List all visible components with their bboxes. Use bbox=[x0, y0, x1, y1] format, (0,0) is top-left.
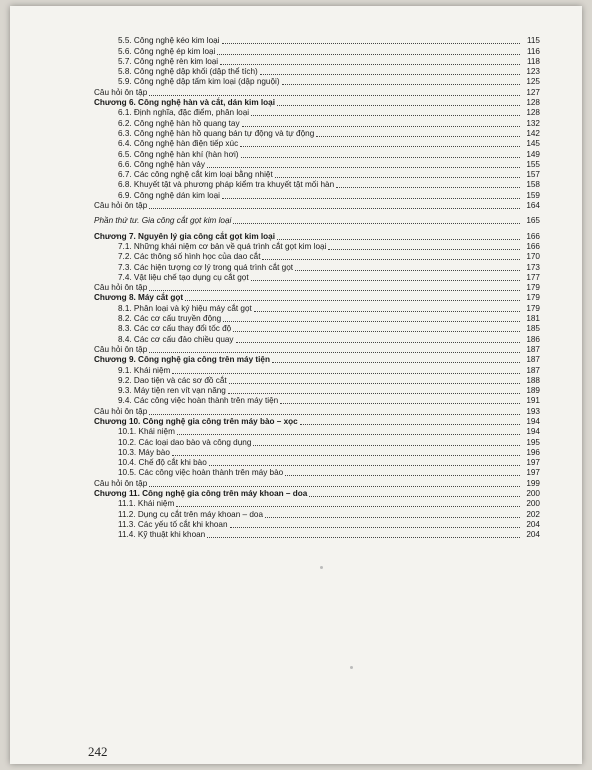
toc-entry-title: Chương 9. Công nghệ gia công trên máy tiện bbox=[94, 355, 270, 365]
toc-entry-title: Chương 11. Công nghệ gia công trên máy khoan – doa bbox=[94, 489, 308, 499]
toc-entry-title: Câu hỏi ôn tập bbox=[94, 283, 148, 293]
dot-leader bbox=[254, 311, 520, 312]
table-of-contents bbox=[94, 36, 540, 540]
toc-entry-page: 196 bbox=[526, 447, 540, 457]
toc-entry-title: 6.6. Công nghệ hàn vảy bbox=[118, 159, 205, 169]
toc-entry bbox=[94, 108, 540, 118]
dot-leader bbox=[217, 54, 520, 55]
toc-entry bbox=[94, 180, 540, 190]
toc-entry-page: 200 bbox=[526, 499, 540, 509]
dot-leader bbox=[300, 424, 520, 425]
toc-entry-page: 202 bbox=[526, 509, 540, 519]
toc-entry-title: Phần thứ tư. Gia công cắt gọt kim loại bbox=[94, 216, 232, 226]
toc-entry-title: Chương 7. Nguyên lý gia công cắt gọt kim loại bbox=[94, 231, 275, 241]
toc-entry bbox=[94, 376, 540, 386]
toc-entry bbox=[94, 149, 540, 159]
toc-entry-page: 158 bbox=[526, 180, 540, 190]
toc-entry-page: 128 bbox=[526, 108, 540, 118]
dot-leader bbox=[277, 105, 520, 106]
dot-leader bbox=[265, 517, 520, 518]
toc-entry-title: 9.2. Dao tiện và các sơ đồ cắt bbox=[118, 375, 227, 385]
toc-entry bbox=[94, 57, 540, 67]
toc-entry bbox=[94, 396, 540, 406]
dot-leader bbox=[228, 393, 520, 394]
toc-entry-title: 10.2. Các loại dao bào và công dụng bbox=[118, 437, 252, 447]
toc-entry-title: 9.1. Khái niệm bbox=[118, 365, 171, 375]
toc-entry-title: 11.1. Khái niệm bbox=[118, 499, 175, 509]
toc-chapter-entry bbox=[94, 231, 540, 241]
dot-leader bbox=[295, 270, 520, 271]
toc-entry-title: 10.5. Các công việc hoàn thành trên máy bào bbox=[118, 468, 284, 478]
dot-leader bbox=[229, 383, 520, 384]
toc-entry bbox=[94, 283, 540, 293]
toc-entry bbox=[94, 314, 540, 324]
dot-leader bbox=[272, 362, 520, 363]
dot-leader bbox=[242, 126, 520, 127]
toc-entry-page: 199 bbox=[526, 478, 540, 488]
toc-entry-page: 186 bbox=[526, 334, 540, 344]
toc-entry bbox=[94, 46, 540, 56]
toc-entry bbox=[94, 252, 540, 262]
toc-entry bbox=[94, 67, 540, 77]
toc-entry-title: 8.3. Các cơ cấu thay đổi tốc độ bbox=[118, 324, 232, 334]
toc-entry-title: 5.9. Công nghệ dập tấm kim loại (dập nguội) bbox=[118, 77, 280, 87]
toc-entry-title: 5.5. Công nghệ kéo kim loại bbox=[118, 36, 220, 46]
toc-entry bbox=[94, 499, 540, 509]
toc-entry bbox=[94, 345, 540, 355]
toc-entry-page: 193 bbox=[526, 406, 540, 416]
toc-entry-page: 118 bbox=[526, 56, 540, 66]
paper-speck bbox=[320, 566, 323, 569]
toc-entry-title: Chương 6. Công nghệ hàn và cắt, dán kim loại bbox=[94, 98, 275, 108]
dot-leader bbox=[260, 74, 520, 75]
toc-entry-page: 157 bbox=[526, 170, 540, 180]
dot-leader bbox=[282, 84, 520, 85]
toc-entry bbox=[94, 262, 540, 272]
toc-entry bbox=[94, 386, 540, 396]
dot-leader bbox=[251, 280, 520, 281]
toc-entry-page: 197 bbox=[526, 468, 540, 478]
dot-leader bbox=[277, 239, 520, 240]
toc-entry-page: 181 bbox=[526, 314, 540, 324]
dot-leader bbox=[316, 136, 520, 137]
toc-entry-page: 179 bbox=[526, 293, 540, 303]
toc-entry-title: Câu hỏi ôn tập bbox=[94, 344, 148, 354]
toc-entry-title: 10.4. Chế độ cắt khi bào bbox=[118, 458, 207, 468]
toc-entry bbox=[94, 324, 540, 334]
toc-entry bbox=[94, 334, 540, 344]
toc-entry bbox=[94, 468, 540, 478]
toc-entry bbox=[94, 160, 540, 170]
toc-entry-title: 11.3. Các yếu tố cắt khi khoan bbox=[118, 519, 228, 529]
toc-entry-page: 142 bbox=[526, 128, 540, 138]
toc-entry-title: 8.1. Phân loại và ký hiệu máy cắt gọt bbox=[118, 303, 252, 313]
dot-leader bbox=[240, 146, 520, 147]
toc-entry-title: 9.4. Các công việc hoàn thành trên máy tiện bbox=[118, 396, 279, 406]
dot-leader bbox=[230, 527, 520, 528]
toc-entry-page: 123 bbox=[526, 67, 540, 77]
toc-entry bbox=[94, 129, 540, 139]
toc-entry-page: 145 bbox=[526, 139, 540, 149]
toc-chapter-entry bbox=[94, 293, 540, 303]
dot-leader bbox=[177, 434, 520, 435]
toc-entry-title: 9.3. Máy tiện ren vít vạn năng bbox=[118, 386, 226, 396]
toc-entry-title: Câu hỏi ôn tập bbox=[94, 406, 148, 416]
dot-leader bbox=[207, 537, 520, 538]
toc-entry-title: 11.4. Kỹ thuật khi khoan bbox=[118, 530, 206, 540]
toc-entry-title: Chương 10. Công nghệ gia công trên máy bào – xọc bbox=[94, 416, 298, 426]
toc-entry bbox=[94, 190, 540, 200]
page-number: 242 bbox=[88, 744, 108, 759]
toc-entry-title: 10.3. Máy bào bbox=[118, 447, 170, 457]
toc-chapter-entry bbox=[94, 489, 540, 499]
toc-chapter-entry bbox=[94, 355, 540, 365]
toc-entry-page: 115 bbox=[526, 36, 540, 46]
toc-entry-page: 189 bbox=[526, 386, 540, 396]
toc-entry-page: 132 bbox=[526, 118, 540, 128]
toc-entry-page: 177 bbox=[526, 272, 540, 282]
toc-entry-page: 179 bbox=[526, 283, 540, 293]
toc-entry bbox=[94, 87, 540, 97]
toc-entry-title: 6.2. Công nghệ hàn hồ quang tay bbox=[118, 118, 240, 128]
toc-entry-title: 8.2. Các cơ cấu truyền động bbox=[118, 314, 222, 324]
toc-entry-page: 127 bbox=[526, 87, 540, 97]
dot-leader bbox=[236, 342, 520, 343]
toc-entry-page: 125 bbox=[526, 77, 540, 87]
dot-leader bbox=[222, 43, 521, 44]
toc-entry-page: 187 bbox=[526, 365, 540, 375]
dot-leader bbox=[253, 445, 520, 446]
toc-entry-title: 6.7. Các công nghệ cắt kim loại bằng nhiệt bbox=[118, 170, 273, 180]
toc-entry-title: 7.2. Các thông số hình học của dao cắt bbox=[118, 252, 261, 262]
toc-entry-page: 164 bbox=[526, 201, 540, 211]
dot-leader bbox=[149, 414, 520, 415]
dot-leader bbox=[251, 115, 520, 116]
toc-entry bbox=[94, 77, 540, 87]
toc-entry-title: 6.5. Công nghệ hàn khí (hàn hơi) bbox=[118, 149, 239, 159]
toc-entry-page: 159 bbox=[526, 190, 540, 200]
toc-entry-page: 165 bbox=[526, 216, 540, 226]
dot-leader bbox=[309, 496, 520, 497]
toc-part-entry bbox=[94, 216, 540, 226]
toc-entry-title: Câu hỏi ôn tập bbox=[94, 478, 148, 488]
toc-chapter-entry bbox=[94, 417, 540, 427]
toc-entry bbox=[94, 139, 540, 149]
toc-entry-page: 195 bbox=[526, 437, 540, 447]
dot-leader bbox=[222, 198, 520, 199]
toc-entry-page: 155 bbox=[526, 159, 540, 169]
toc-entry-page: 128 bbox=[526, 98, 540, 108]
toc-entry bbox=[94, 365, 540, 375]
toc-entry-title: 6.1. Định nghĩa, đặc điểm, phân loại bbox=[118, 108, 250, 118]
toc-entry-page: 170 bbox=[526, 252, 540, 262]
book-page bbox=[10, 6, 582, 764]
toc-entry-page: 116 bbox=[526, 46, 540, 56]
toc-entry bbox=[94, 478, 540, 488]
dot-leader bbox=[233, 331, 520, 332]
toc-entry bbox=[94, 458, 540, 468]
toc-entry bbox=[94, 118, 540, 128]
toc-entry-title: 7.4. Vật liệu chế tạo dụng cụ cắt gọt bbox=[118, 272, 249, 282]
dot-leader bbox=[149, 486, 520, 487]
dot-leader bbox=[149, 208, 520, 209]
toc-entry bbox=[94, 448, 540, 458]
dot-leader bbox=[233, 223, 520, 224]
toc-chapter-entry bbox=[94, 98, 540, 108]
toc-entry bbox=[94, 170, 540, 180]
toc-entry bbox=[94, 509, 540, 519]
dot-leader bbox=[149, 352, 520, 353]
toc-entry bbox=[94, 437, 540, 447]
toc-entry-page: 179 bbox=[526, 303, 540, 313]
dot-leader bbox=[176, 506, 520, 507]
toc-entry-page: 200 bbox=[526, 489, 540, 499]
toc-entry bbox=[94, 242, 540, 252]
toc-entry bbox=[94, 201, 540, 211]
dot-leader bbox=[285, 475, 520, 476]
toc-entry-page: 173 bbox=[526, 262, 540, 272]
toc-entry-page: 166 bbox=[526, 241, 540, 251]
dot-leader bbox=[185, 300, 520, 301]
toc-entry-page: 149 bbox=[526, 149, 540, 159]
toc-entry-page: 166 bbox=[526, 231, 540, 241]
dot-leader bbox=[149, 290, 520, 291]
toc-entry-title: 6.8. Khuyết tật và phương pháp kiểm tra khuyết tật mối hàn bbox=[118, 180, 335, 190]
toc-entry-title: 8.4. Các cơ cấu đảo chiều quay bbox=[118, 334, 234, 344]
toc-entry bbox=[94, 530, 540, 540]
toc-entry bbox=[94, 520, 540, 530]
dot-leader bbox=[328, 249, 520, 250]
toc-entry-page: 194 bbox=[526, 427, 540, 437]
dot-leader bbox=[149, 95, 520, 96]
toc-entry-title: 5.7. Công nghệ rèn kim loại bbox=[118, 56, 219, 66]
toc-entry-page: 191 bbox=[526, 396, 540, 406]
dot-leader bbox=[223, 321, 520, 322]
dot-leader bbox=[207, 167, 520, 168]
toc-entry-page: 187 bbox=[526, 355, 540, 365]
dot-leader bbox=[241, 157, 520, 158]
dot-leader bbox=[336, 187, 520, 188]
toc-entry-title: 5.6. Công nghệ ép kim loại bbox=[118, 46, 216, 56]
toc-entry-title: Câu hỏi ôn tập bbox=[94, 87, 148, 97]
toc-entry bbox=[94, 406, 540, 416]
toc-entry-title: 7.1. Những khái niệm cơ bản về quá trình cắt gọt kim loại bbox=[118, 241, 327, 251]
toc-entry-title: Câu hỏi ôn tập bbox=[94, 201, 148, 211]
toc-entry-page: 194 bbox=[526, 416, 540, 426]
dot-leader bbox=[172, 373, 520, 374]
toc-entry-page: 188 bbox=[526, 375, 540, 385]
dot-leader bbox=[172, 455, 520, 456]
toc-entry-title: 5.8. Công nghệ dập khối (dập thể tích) bbox=[118, 67, 258, 77]
toc-entry-title: 6.4. Công nghệ hàn điện tiếp xúc bbox=[118, 139, 239, 149]
toc-entry bbox=[94, 303, 540, 313]
toc-entry-page: 204 bbox=[526, 519, 540, 529]
dot-leader bbox=[275, 177, 520, 178]
toc-entry-page: 187 bbox=[526, 344, 540, 354]
dot-leader bbox=[220, 64, 520, 65]
toc-entry-title: Chương 8. Máy cắt gọt bbox=[94, 293, 184, 303]
toc-entry-title: 7.3. Các hiện tượng cơ lý trong quá trình cắt gọt bbox=[118, 262, 294, 272]
dot-leader bbox=[280, 403, 520, 404]
toc-entry-title: 11.2. Dụng cụ cắt trên máy khoan – doa bbox=[118, 509, 264, 519]
toc-entry-title: 6.9. Công nghệ dán kim loại bbox=[118, 190, 220, 200]
toc-entry-page: 197 bbox=[526, 458, 540, 468]
dot-leader bbox=[209, 465, 520, 466]
toc-entry bbox=[94, 36, 540, 46]
toc-entry-page: 185 bbox=[526, 324, 540, 334]
paper-speck bbox=[350, 666, 353, 669]
toc-entry-title: 10.1. Khái niệm bbox=[118, 427, 175, 437]
toc-entry-title: 6.3. Công nghệ hàn hồ quang bán tự động và tự động bbox=[118, 128, 315, 138]
toc-entry-page: 204 bbox=[526, 530, 540, 540]
toc-entry bbox=[94, 273, 540, 283]
toc-entry bbox=[94, 427, 540, 437]
dot-leader bbox=[262, 259, 520, 260]
